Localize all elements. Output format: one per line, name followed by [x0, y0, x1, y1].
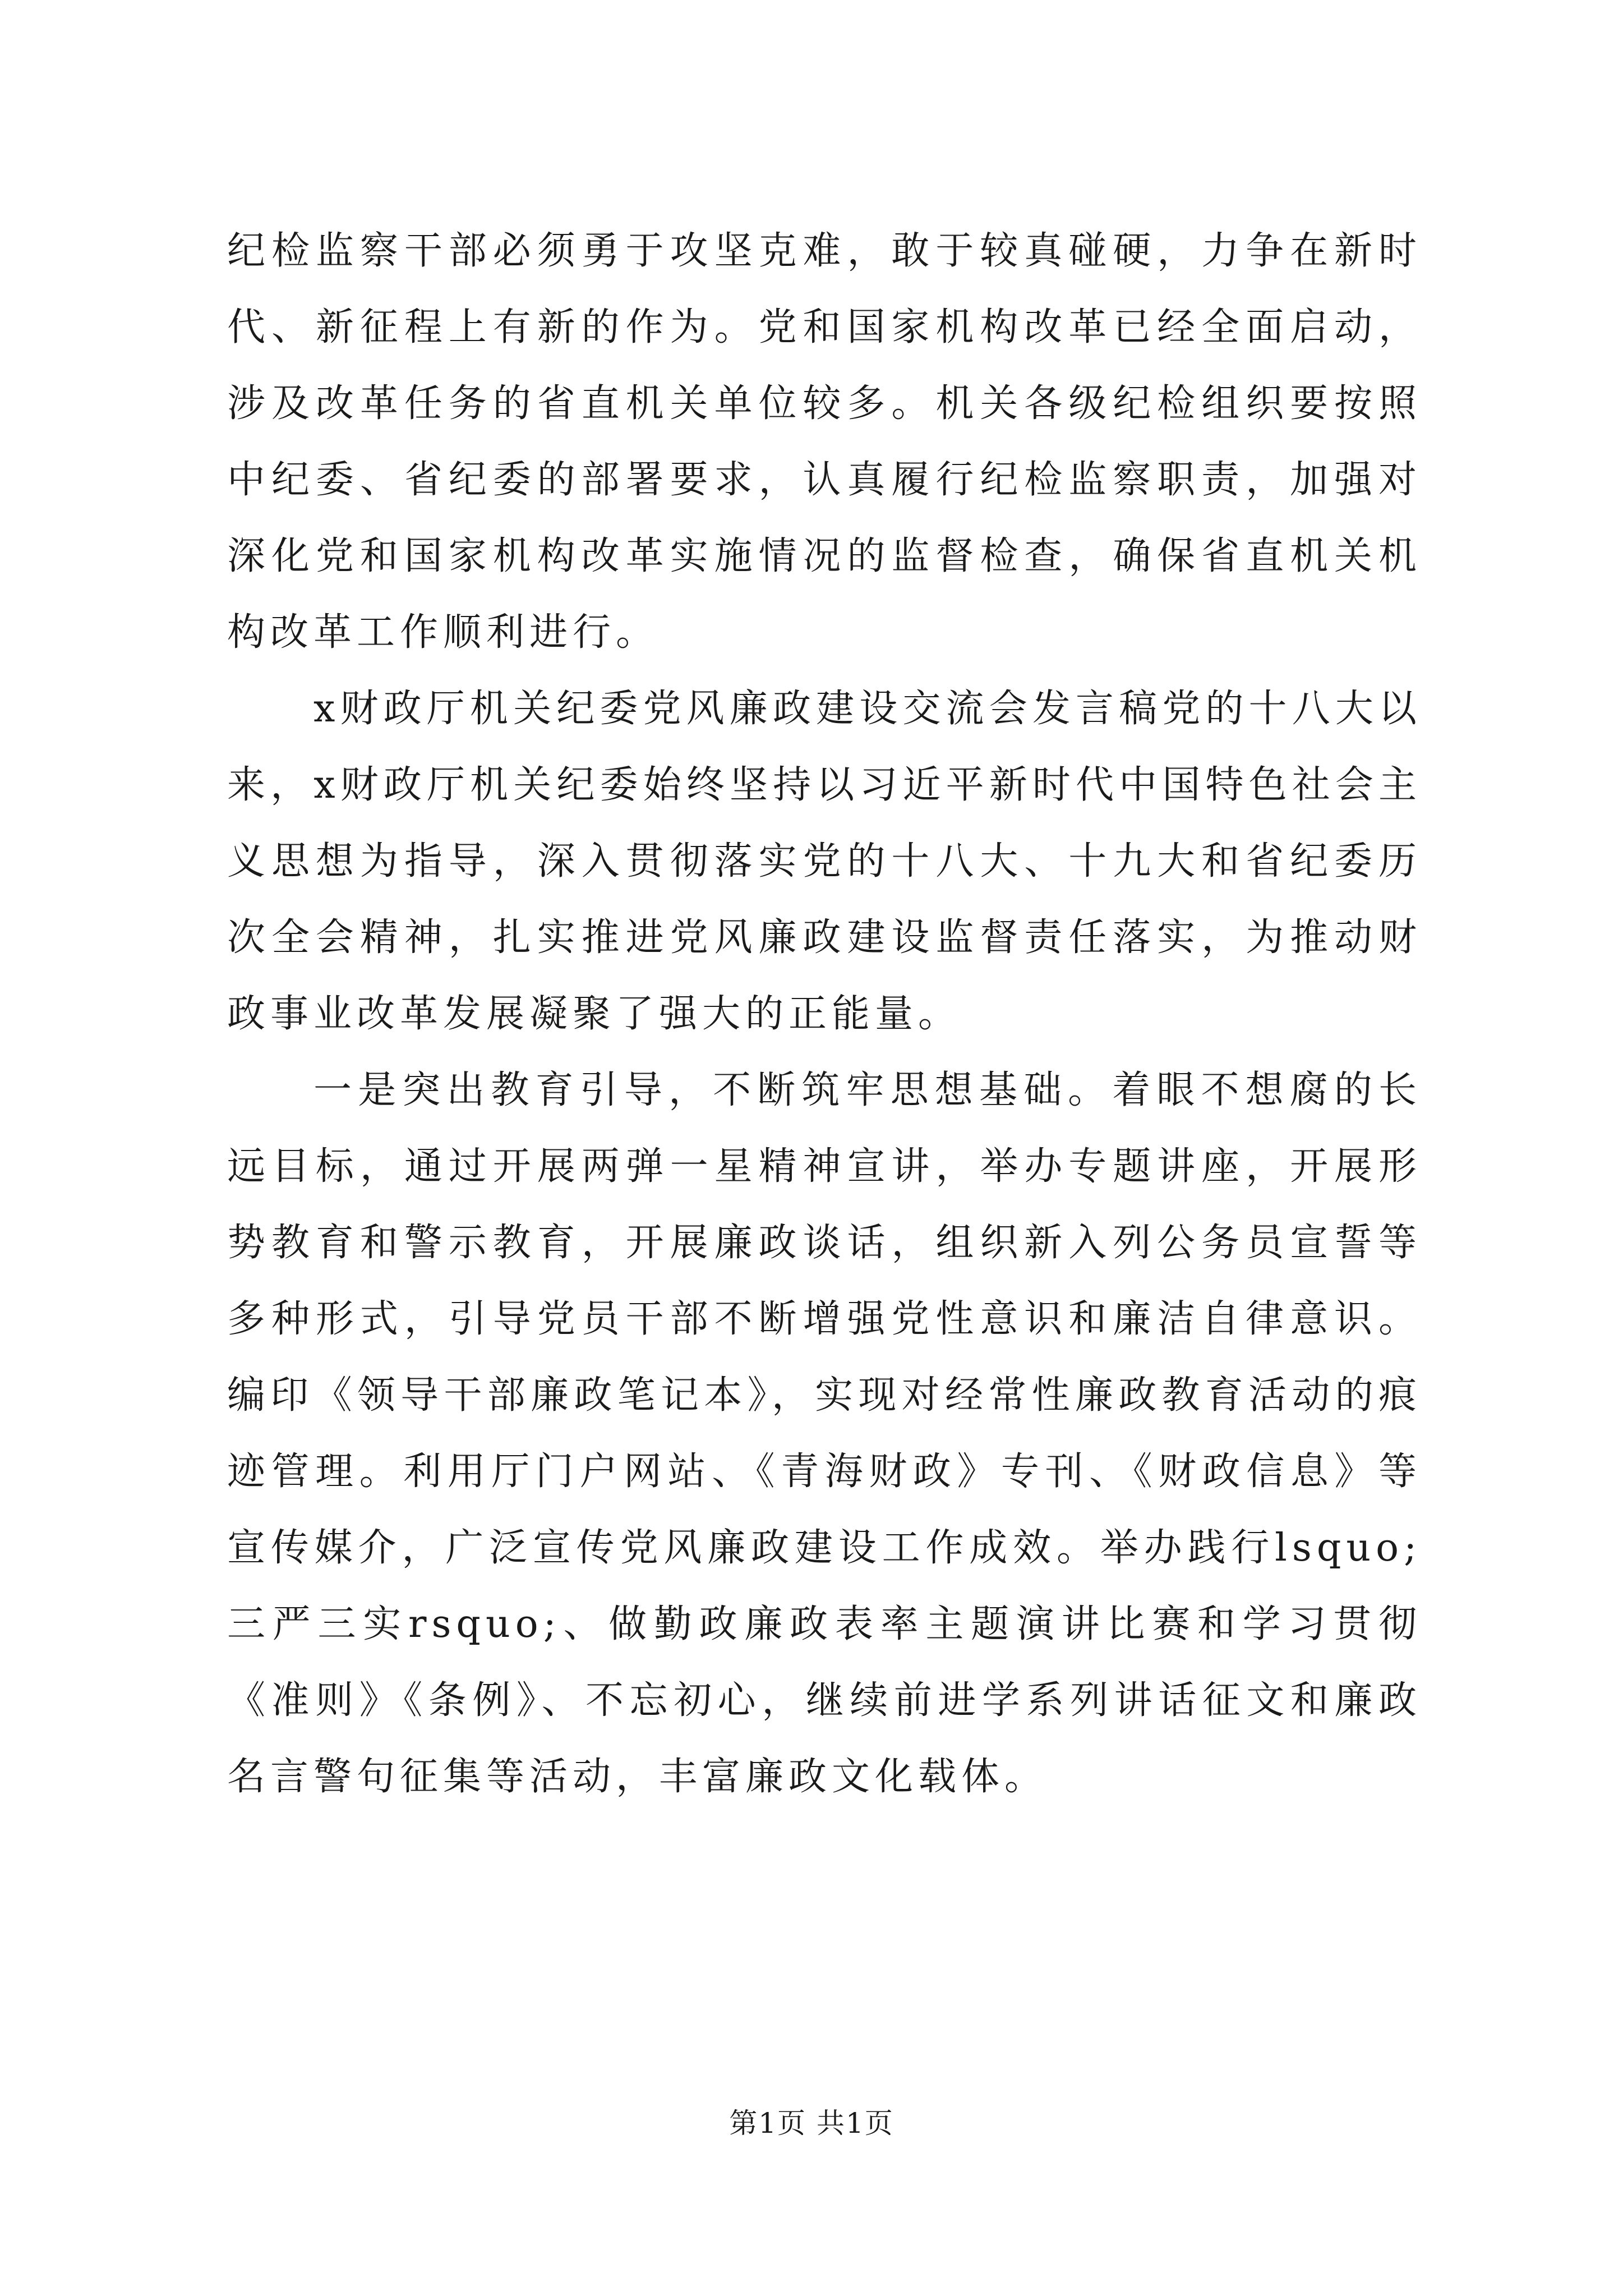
paragraph-speech-intro: x财政厅机关纪委党风廉政建设交流会发言稿党的十八大以来，x财政厅机关纪委始终坚持以习近平新时代中国特色社会主义思想为指导，深入贯彻落实党的十八大、十九大和省纪委历次全会精神，扎实推进党风廉政建设监督责任落实，为推动财政事业改革发展凝聚了强大的正能量。 — [227, 687, 1422, 1036]
document-body — [227, 213, 1422, 1815]
page-number-footer: 第1页 共1页 — [729, 2107, 894, 2139]
paragraph-education-guidance: 一是突出教育引导，不断筑牢思想基础。着眼不想腐的长远目标，通过开展两弹一星精神宣讲，举办专题讲座，开展形势教育和警示教育，开展廉政谈话，组织新入列公务员宣誓等多种形式，引导党员干部不断增强党性意识和廉洁自律意识。编印《领导干部廉政笔记本》，实现对经常性廉政教育活动的痕迹管理。利用厅门户网站、《青海财政》专刊、《财政信息》等宣传媒介，广泛宣传党风廉政建设工作成效。举办践行lsquo;三严三实rsquo;、做勤政廉政表率主题演讲比赛和学习贯彻《准则》《条例》、不忘初心，继续前进学系列讲话征文和廉政名言警句征集等活动，丰富廉政文化载体。 — [227, 1068, 1422, 1799]
paragraph-continuation: 纪检监察干部必须勇于攻坚克难，敢于较真碰硬，力争在新时代、新征程上有新的作为。党和国家机构改革已经全面启动，涉及改革任务的省直机关单位较多。机关各级纪检组织要按照中纪委、省纪委的部署要求，认真履行纪检监察职责，加强对深化党和国家机构改革实施情况的监督检查，确保省直机关机构改革工作顺利进行。 — [227, 229, 1422, 655]
